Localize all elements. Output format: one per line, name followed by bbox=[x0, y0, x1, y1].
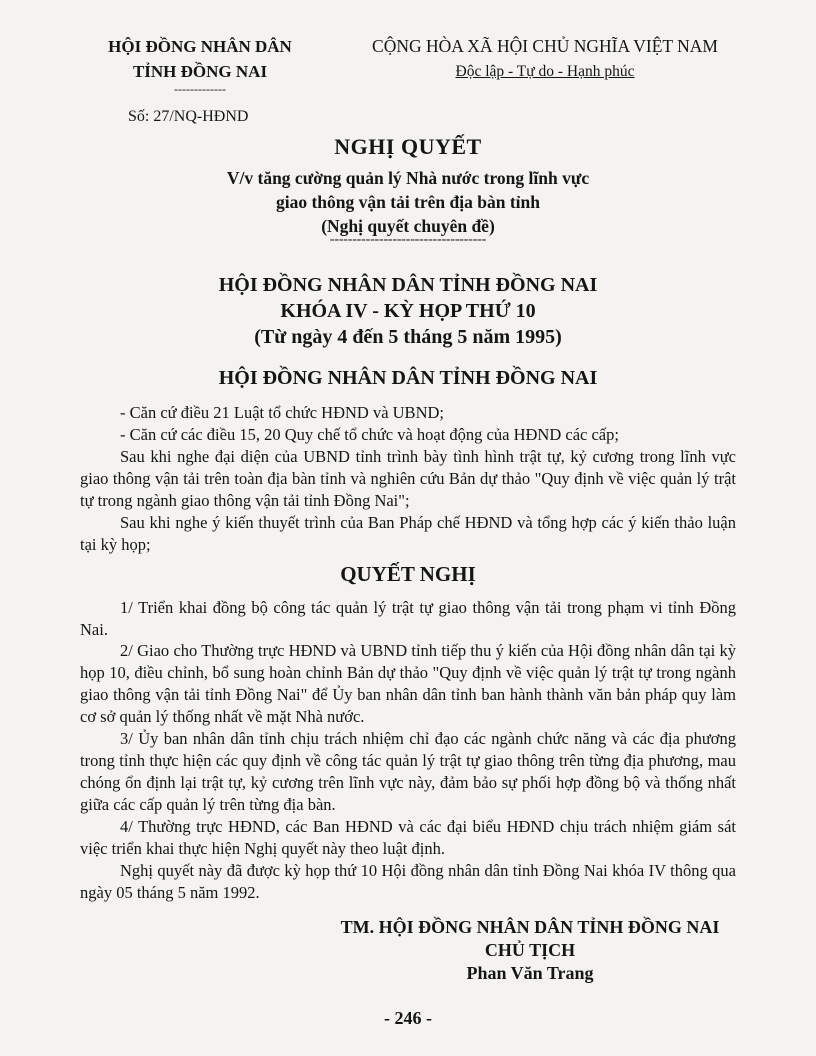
preamble-paragraph-1: Sau khi nghe đại diện của UBND tỉnh trình bày tình hình trật tự, kỷ cương trong lĩnh vực giao thông vận tải trên toàn địa bàn tỉnh và nghiên cứu Bản dự thảo "Quy định về việc quản lý trật tự trong ngành giao thông vận tải tỉnh Đồng Nai"; bbox=[80, 447, 736, 510]
issuer-heading: HỘI ĐỒNG NHÂN DÂN TỈNH ĐỒNG NAI bbox=[218, 367, 598, 389]
council-session bbox=[0, 272, 816, 350]
subject-line2: giao thông vận tải trên địa bàn tỉnh bbox=[275, 192, 540, 212]
basis-1: - Căn cứ điều 21 Luật tổ chức HĐND và UBND; bbox=[120, 403, 444, 422]
resolution-closing: Nghị quyết này đã được kỳ họp thứ 10 Hội đồng nhân dân tỉnh Đồng Nai khóa IV thông qua ngày 05 tháng 5 năm 1992. bbox=[80, 861, 736, 902]
resolution-item-3: 3/ Ủy ban nhân dân tỉnh chịu trách nhiệm chỉ đạo các ngành chức năng và các địa phương trong tỉnh thực hiện các quy định về công tác quản lý trật tự giao thông trên từng địa phương, mau chóng ổn định lại trật tự, kỷ cương trên lĩnh vực này, đảm bảo sự phối hợp đồng bộ và thống nhất giữa các cấp quản lý trên từng địa bàn. bbox=[80, 729, 736, 814]
council-line1: HỘI ĐỒNG NHÂN DÂN TỈNH ĐỒNG NAI bbox=[218, 274, 598, 296]
resolution-item-1: 1/ Triển khai đồng bộ công tác quản lý trật tự giao thông vận tải trong phạm vi tỉnh Đồng Nai. bbox=[80, 598, 736, 639]
issuing-body-line2: TỈNH ĐỒNG NAI bbox=[132, 62, 268, 81]
resolution-item-4: 4/ Thường trực HĐND, các Ban HĐND và các đại biểu HĐND chịu trách nhiệm giám sát việc triển khai thực hiện Nghị quyết này theo luật định. bbox=[80, 817, 736, 858]
document-number: Số: 27/NQ-HĐND bbox=[128, 108, 249, 125]
signature-block bbox=[300, 916, 760, 985]
resolution-item-2: 2/ Giao cho Thường trực HĐND và UBND tỉnh tiếp thu ý kiến của Hội đồng nhân dân tại kỳ họp 10, điều chỉnh, bổ sung hoàn chỉnh Bản dự thảo "Quy định về việc quản lý trật tự trong ngành giao thông vận tải tỉnh Đồng Nai" để Ủy ban nhân dân tỉnh ban hành thành văn bản pháp quy làm cơ sở quản lý thống nhất về mặt Nhà nước. bbox=[80, 641, 736, 726]
issuing-body-divider: ------------- bbox=[174, 82, 226, 96]
resolution-heading: QUYẾT NGHỊ bbox=[340, 562, 476, 586]
country-name: CỘNG HÒA XÃ HỘI CHỦ NGHĨA VIỆT NAM bbox=[372, 36, 718, 56]
basis-2: - Căn cứ các điều 15, 20 Quy chế tổ chức và hoạt động của HĐND các cấp; bbox=[120, 425, 619, 444]
national-motto: Độc lập - Tự do - Hạnh phúc bbox=[455, 63, 635, 80]
title-divider: ----------------------------------- bbox=[329, 232, 487, 247]
subject-line1: V/v tăng cường quản lý Nhà nước trong lĩnh vực bbox=[226, 168, 590, 188]
document-subject bbox=[0, 166, 816, 238]
signature-position: CHỦ TỊCH bbox=[484, 940, 576, 960]
national-header bbox=[350, 34, 740, 84]
document-title: NGHỊ QUYẾT bbox=[334, 134, 482, 159]
subject-line3: (Nghị quyết chuyên đề) bbox=[321, 216, 495, 236]
council-line3: (Từ ngày 4 đến 5 tháng 5 năm 1995) bbox=[254, 326, 562, 348]
page-number: - 246 - bbox=[384, 1008, 432, 1028]
preamble-paragraph-2: Sau khi nghe ý kiến thuyết trình của Ban Pháp chế HĐND và tổng hợp các ý kiến thảo luận tại kỳ họp; bbox=[80, 513, 736, 554]
council-line2: KHÓA IV - KỲ HỌP THỨ 10 bbox=[280, 300, 536, 322]
issuing-body-line1: HỘI ĐỒNG NHÂN DÂN bbox=[108, 37, 292, 56]
issuing-body bbox=[80, 34, 320, 94]
signature-on-behalf: TM. HỘI ĐỒNG NHÂN DÂN TỈNH ĐỒNG NAI bbox=[340, 917, 720, 937]
signatory-name: Phan Văn Trang bbox=[466, 963, 594, 983]
